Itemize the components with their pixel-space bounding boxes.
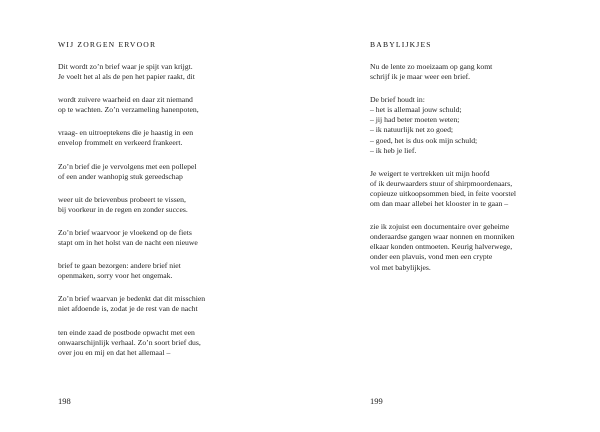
poem-line: onwaarschijnlijk verhaal. Zo’n soort brief dus, — [58, 337, 201, 347]
page-number: 199 — [370, 396, 383, 406]
poem-line: om dan maar allebei het klooster in te gaan – — [370, 199, 509, 209]
poem-line: – goed, het is dus ook mijn schuld; — [370, 135, 478, 145]
poem-line: onder een plavuis, vond men een crypte — [370, 252, 493, 262]
poem-line: wordt zuivere waarheid en daar zit niemand — [58, 95, 193, 105]
poem-line: weer uit de brievenbus probeert te vissen, — [58, 194, 186, 204]
poem-line: zie ik zojuist een documentaire over geheime — [370, 222, 510, 232]
poem-line: bij voorkeur in de regen en zonder succes. — [58, 204, 188, 214]
stanza — [58, 294, 293, 314]
stanza — [58, 195, 293, 215]
right-page-content — [370, 40, 600, 286]
stanza — [58, 95, 293, 115]
poem-line: Nu de lente zo moeizaam op gang komt — [370, 62, 493, 71]
poem-line: Zo’n brief die je vervolgens met een pollepel — [58, 161, 197, 171]
poem-line: of ik deurwaarders stuur of shirpmoordenaars, — [370, 178, 513, 188]
poem-line: envelop frommelt en verkeerd frankeert. — [58, 138, 183, 148]
stanza — [58, 261, 293, 281]
stanza — [58, 228, 293, 248]
poem-line: of een ander wanhopig stuk gereedschap — [58, 171, 183, 181]
stanza — [370, 169, 600, 209]
stanza — [58, 62, 293, 82]
poem-line: elkaar konden ontmoeten. Keurig halverwege, — [370, 242, 513, 252]
poem-line: – jij had beter moeten weten; — [370, 115, 460, 125]
poem-line: copieuze uitkoopsommen bied, in feite voorstel — [370, 188, 517, 198]
poem-line: – het is allemaal jouw schuld; — [370, 105, 462, 115]
poem-body — [370, 62, 600, 273]
poem-line: vol met babylijkjes. — [370, 262, 431, 272]
left-page-content — [58, 40, 293, 371]
page-number: 198 — [58, 396, 71, 406]
poem-line: schrijf ik je maar weer een brief. — [370, 72, 471, 82]
stanza — [370, 95, 600, 156]
poem-body — [58, 62, 293, 358]
poem-line: over jou en mij en dat het allemaal – — [58, 347, 171, 357]
poem-line: niet afdoende is, zodat je de rest van de nacht — [58, 304, 198, 314]
poem-title: BABYLIJKJES — [370, 40, 432, 49]
poem-line: Dit wordt zo’n brief waar je spijt van krijgt. — [58, 62, 193, 71]
right-page — [300, 0, 600, 432]
poem-line: stapt om in het holst van de nacht een nieuwe — [58, 238, 198, 248]
poem-line: Je weigert te vertrekken uit mijn hoofd — [370, 168, 490, 178]
stanza — [58, 128, 293, 148]
poem-line: brief te gaan bezorgen: andere brief niet — [58, 261, 181, 271]
poem-line: onderaardse gangen waar nonnen en monniken — [370, 232, 515, 242]
stanza — [370, 62, 600, 82]
poem-line: – ik natuurlijk net zo goed; — [370, 125, 454, 135]
poem-title: WIJ ZORGEN ERVOOR — [58, 40, 157, 49]
poem-line: Je voelt het al als de pen het papier raakt, dit — [58, 72, 195, 82]
poem-line: De brief houdt in: — [370, 95, 425, 105]
stanza — [58, 162, 293, 182]
poem-line: ten einde zaad de postbode opwacht met een — [58, 327, 195, 337]
stanza — [370, 222, 600, 272]
poem-line: – ik heb je lief. — [370, 145, 417, 155]
poem-line: vraag- en uitroeptekens die je haastig in een — [58, 128, 194, 138]
poem-line: op te wachten. Zo’n verzameling hanenpoten, — [58, 105, 199, 115]
stanza — [58, 328, 293, 358]
poem-line: Zo’n brief waarvan je bedenkt dat dit misschien — [58, 294, 206, 304]
poem-line: Zo’n brief waarvoor je vloekend op de fiets — [58, 227, 192, 237]
poem-line: openmaken, sorry voor het ongemak. — [58, 271, 173, 281]
